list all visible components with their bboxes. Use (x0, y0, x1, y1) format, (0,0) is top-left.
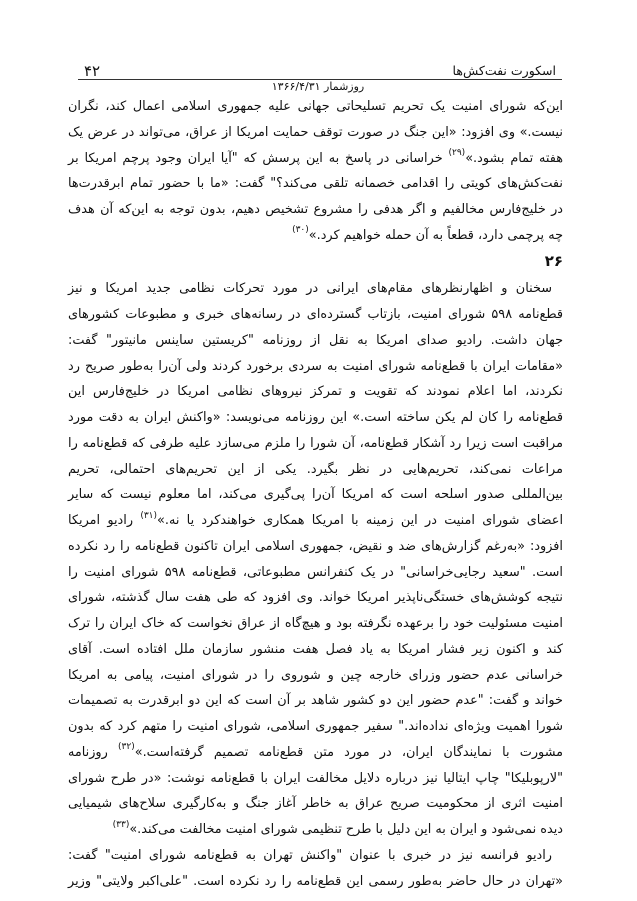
text-line: "لارپوبلیکا" چاپ ایتالیا نیز درباره دلایل مخالفت ایران با قطع‌نامه نوشت: «در طرح شورای (68, 770, 563, 786)
text-line: قطع‌نامه ۵۹۸ شورای امنیت، بازتاب گسترده‌ای در رسانه‌های خبری و مطبوعات کشورهای (68, 307, 563, 322)
text-line: نفت‌کش‌های کویتی را اقدامی خصمانه تلقی می‌کند؟" گفت: «ما با حضور تمام ابرقدرت‌ها (68, 176, 563, 192)
text-line: مراقبت است زیرا رد آشکار قطع‌نامه، آن شورا را ملزم می‌سازد علیه طرفی که قطع‌نامه را (68, 435, 563, 451)
text-line: قطع‌نامه را کان لم یکن ساخته است.» این روزنامه می‌نویسد: «واکنش ایران به دقت مورد (68, 410, 563, 425)
text-line (68, 740, 563, 766)
footnote-marker: (۲۹) (448, 148, 466, 159)
text-line: شورا اهمیت ویژه‌ای نداده‌اند." سفیر جمهوری اسلامی، شورای امنیت را متهم کرد که بدون (68, 719, 563, 734)
text-line (68, 508, 563, 534)
paragraph-2 (68, 276, 563, 843)
text-body (68, 94, 563, 894)
text-line (68, 223, 563, 249)
text-line: امنیت مسئولیت خود را برعهده نگرفته بود و هیچ‌گاه از عراق نخواست که خاک ایران را ترک (68, 616, 563, 631)
chronology-date: روزشمار ۱۳۶۶/۴/۳۱ (250, 80, 386, 93)
text-line: نکردند، اما اعلام نمودند که تقویت و تمرکز نیروهای نظامی امریکا در خلیج‌فارس این (68, 384, 563, 400)
line-text: روزنامه (68, 744, 108, 760)
text-line: این‌که شورای امنیت یک تحریم تسلیحاتی جهانی علیه جمهوری اسلامی اعمال کند، نگران (68, 99, 563, 114)
text-line (68, 146, 563, 172)
line-text: دیده نمی‌شود و ایران به این دلیل با طرح تنظیمی شورای امنیت مخالفت می‌کند.» (129, 822, 563, 837)
footnote-marker: (۳۲) (118, 742, 135, 753)
text-line: است. "سعید رجایی‌خراسانی" در یک کنفرانس مطبوعاتی، قطع‌نامه ۵۹۸ شورای امنیت را (68, 564, 563, 580)
line-text: هفته تمام بشود.» (465, 150, 564, 166)
page-number: ۴۲ (84, 62, 101, 80)
footnote-marker: (۳۳) (112, 819, 130, 830)
text-line: افزود: «به‌رغم گزارش‌های ضد و نقیض، جمهوری اسلامی ایران تاکنون قطع‌نامه را رد نکرده (68, 538, 563, 554)
footnote-marker: (۳۱) (140, 510, 158, 521)
text-line: بین‌المللی صدور اسلحه است که امریکا آن‌را پی‌گیری می‌کند، اما معلوم نیست که سایر (68, 487, 563, 503)
text-line: خراسانی عدم حضور وزرای خارجه چین و شوروی را در شورای امنیت، پیامی به امریکا (68, 667, 563, 683)
paragraph-1 (68, 94, 563, 249)
line-text: رادیو امریکا (68, 513, 134, 528)
text-line: رادیو فرانسه نیز در خبری با عنوان "واکنش تهران به قطع‌نامه شورای امنیت" گفت: (68, 847, 552, 863)
section-number: ۲۶ (544, 251, 563, 270)
text-line (68, 817, 563, 843)
line-text: خراسانی در پاسخ به این پرسش که "آیا ایران وجود پرچم امریکا بر (68, 150, 443, 166)
text-line: «تهران در حال حاضر به‌طور رسمی این قطع‌نامه را رد نکرده است. "علی‌اکبر ولایتی" وزیر (68, 873, 563, 889)
text-line: امنیت اثری از محکومیت صریح عراق به خاطر آغاز جنگ و به‌کارگیری سلاح‌های شیمیایی (68, 796, 563, 812)
text-line: خواند و گفت: "عدم حضور این دو کشور شاهد بر آن است که این دو ابرقدرت به تصمیمات (68, 693, 563, 709)
text-line: نیست.» وی افزود: «این جنگ در صورت توقف حمایت امریکا از عراق، می‌تواند در عرض یک (68, 124, 563, 140)
footnote-marker: (۳۰) (292, 225, 309, 236)
text-line: سخنان و اظهارنظرهای مقام‌های ایرانی در مورد تحرکات نظامی جدید امریکا و نیز (68, 281, 552, 297)
paragraph-3 (68, 843, 563, 895)
text-line: نتیجه کوشش‌های خستگی‌ناپذیر امریکا خواند. وی افزود که طی هفت سال گذشته، شورای (68, 590, 563, 606)
text-line: مراعات نمی‌کند، تحریم‌هایی در نظر بگیرد. یکی از این تحریم‌های احتمالی، تحریم (68, 461, 563, 477)
line-text: اعضای شورای امنیت در این زمینه با امریکا همکاری خواهندکرد یا نه.» (157, 513, 564, 528)
text-line: جهان داشت. رادیو صدای امریکا به نقل از روزنامه "کریستین ساینس مانیتور" گفت: (68, 332, 563, 348)
line-text: چه پرچمی دارد، قطعاً به آن حمله خواهیم کرد.» (308, 227, 563, 243)
text-line: کند و اکنون زیر فشار امریکا به یاد فصل هفت منشور سازمان ملل افتاده است. آقای (68, 641, 563, 657)
line-text: مشورت با نمایندگان ایران، در مورد متن قطع‌نامه تصمیم گرفته‌است.» (134, 744, 564, 760)
text-line: در خلیج‌فارس مخالفیم و اگر هدفی را مشروع تشخیص دهیم، بدون توجه به این‌که آن هدف (68, 202, 563, 217)
text-line: «مقامات ایران با قطع‌نامه شورای امنیت به سردی برخورد کردند ولی آن‌را به‌طور صریح رد (68, 358, 563, 374)
running-head-title: اسکورت نفت‌کش‌ها (452, 63, 556, 78)
